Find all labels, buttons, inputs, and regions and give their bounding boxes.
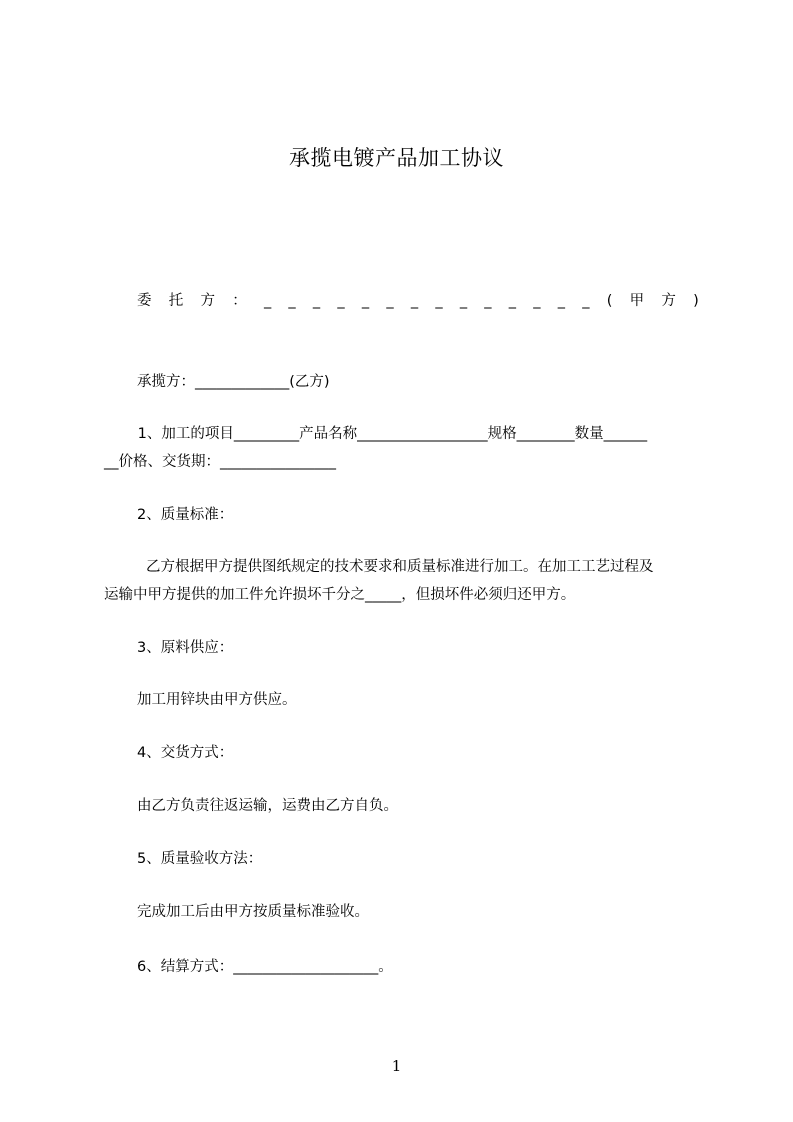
item6-line: 6、结算方式：____________________。: [137, 959, 393, 975]
party-a-char: _: [582, 293, 590, 309]
item3-body: 加工用锌块由甲方供应。: [137, 692, 297, 708]
party-b-line: 承揽方：_____________(乙方): [137, 374, 330, 390]
party-a-char: _: [557, 293, 565, 309]
item1-line: 1、加工的项目_________产品名称__________________规格________数量______: [133, 426, 648, 442]
item1-line-continued: __价格、交货期：________________: [104, 454, 336, 470]
party-a-char: _: [361, 293, 370, 309]
party-a-char: ): [693, 293, 699, 309]
party-a-char: _: [386, 293, 394, 309]
item2-body-line-continued: 运输中甲方提供的加工件允许损坏千分之_____，但损坏件必须归还甲方。: [104, 587, 576, 603]
party-a-char: _: [312, 293, 321, 309]
party-a-char: 甲: [629, 293, 645, 309]
party-a-line: [137, 291, 699, 311]
party-a-char: 委: [137, 293, 152, 309]
item5-body: 完成加工后由甲方按质量标准验收。: [137, 904, 369, 920]
party-a-char: 方: [200, 293, 215, 309]
party-a-char: 方: [661, 293, 676, 309]
party-a-char: _: [288, 293, 296, 309]
party-a-char: _: [337, 293, 345, 309]
party-a-char: _: [263, 293, 272, 309]
party-a-char: (: [606, 293, 613, 309]
party-a-char: _: [435, 293, 443, 309]
item2-heading: 2、质量标准：: [137, 507, 234, 523]
party-a-char: _: [410, 293, 419, 309]
party-a-char: _: [533, 293, 541, 309]
party-a-char: _: [459, 293, 468, 309]
party-a-char: 托: [168, 293, 184, 309]
document-title: 承揽电镀产品加工协议: [289, 146, 504, 170]
item4-heading: 4、交货方式：: [137, 745, 234, 761]
party-a-char: _: [484, 293, 492, 309]
item5-heading: 5、质量验收方法：: [137, 851, 263, 867]
item4-body: 由乙方负责往返运输，运费由乙方自负。: [137, 798, 398, 814]
party-a-char: ：: [232, 293, 247, 309]
item3-heading: 3、原料供应：: [137, 640, 234, 656]
page-number: 1: [391, 1057, 402, 1075]
item2-body-line: 乙方根据甲方提供图纸规定的技术要求和质量标准进行加工。在加工工艺过程及: [146, 559, 654, 575]
party-a-char: _: [508, 293, 517, 309]
